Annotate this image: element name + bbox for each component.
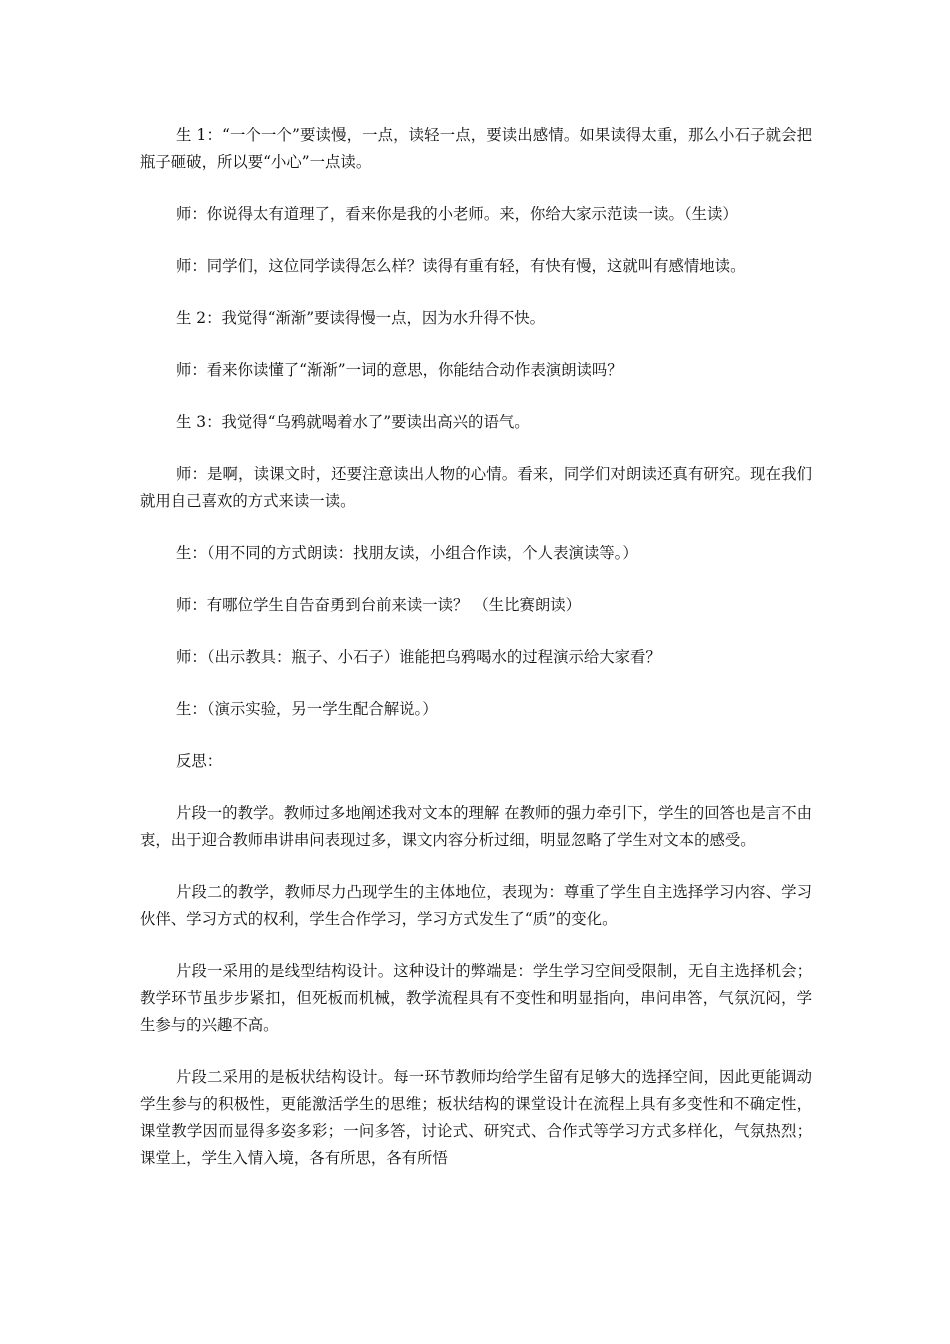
dialogue-paragraph-teacher-1: 师：你说得太有道理了，看来你是我的小老师。来，你给大家示范读一读。（生读） — [176, 205, 738, 223]
dialogue-paragraph-teacher-3: 师：看来你读懂了“渐渐”一词的意思，你能结合动作表演朗读吗？ — [176, 361, 623, 379]
dialogue-paragraph-student-3: 生 3：我觉得“乌鸦就喝着水了”要读出高兴的语气。 — [176, 413, 530, 431]
dialogue-paragraph-student-2: 生 2：我觉得“渐渐”要读得慢一点，因为水升得不快。 — [176, 309, 546, 327]
dialogue-paragraph-student-1: 生 1：“一个一个”要读慢，一点，读轻一点，要读出感情。如果读得太重，那么小石子就会把瓶子砸破，所以要“小心”一点读。 — [140, 126, 812, 171]
reflection-paragraph-4: 片段二采用的是板状结构设计。每一环节教师均给学生留有足够大的选择空间，因此更能调动学生参与的积极性，更能激活学生的思维；板状结构的课堂设计在流程上具有多变性和不确定性，课堂教学因而显得多姿多彩；一问多答，讨论式、研究式、合作式等学习方式多样化，气氛热烈；课堂上，学生入情入境，各有所思，各有所悟 — [140, 1068, 812, 1167]
reflection-heading: 反思： — [176, 752, 223, 770]
dialogue-paragraph-students-1: 生：（用不同的方式朗读：找朋友读，小组合作读，个人表演读等。） — [176, 544, 638, 562]
dialogue-paragraph-teacher-4: 师：是啊，读课文时，还要注意读出人物的心情。看来，同学们对朗读还真有研究。现在我们就用自己喜欢的方式来读一读。 — [140, 465, 812, 510]
dialogue-paragraph-students-2: 生：（演示实验，另一学生配合解说。） — [176, 700, 438, 718]
dialogue-paragraph-teacher-6: 师：（出示教具：瓶子、小石子）谁能把乌鸦喝水的过程演示给大家看？ — [176, 648, 661, 666]
reflection-paragraph-3: 片段一采用的是线型结构设计。这种设计的弊端是：学生学习空间受限制，无自主选择机会；教学环节虽步步紧扣，但死板而机械，教学流程具有不变性和明显指向，串问串答，气氛沉闷，学生参与的兴趣不高。 — [140, 962, 812, 1034]
dialogue-paragraph-teacher-5: 师：有哪位学生自告奋勇到台前来读一读？ （生比赛朗读） — [176, 596, 582, 614]
reflection-paragraph-2: 片段二的教学，教师尽力凸现学生的主体地位，表现为：尊重了学生自主选择学习内容、学习伙伴、学习方式的权利，学生合作学习，学习方式发生了“质”的变化。 — [140, 883, 812, 928]
reflection-paragraph-1: 片段一的教学。教师过多地阐述我对文本的理解 在教师的强力牵引下，学生的回答也是言不由衷，出于迎合教师串讲串问表现过多，课文内容分析过细，明显忽略了学生对文本的感受。 — [140, 804, 812, 849]
document-body — [140, 122, 812, 1197]
dialogue-paragraph-teacher-2: 师：同学们，这位同学读得怎么样？读得有重有轻，有快有慢，这就叫有感情地读。 — [176, 257, 746, 275]
